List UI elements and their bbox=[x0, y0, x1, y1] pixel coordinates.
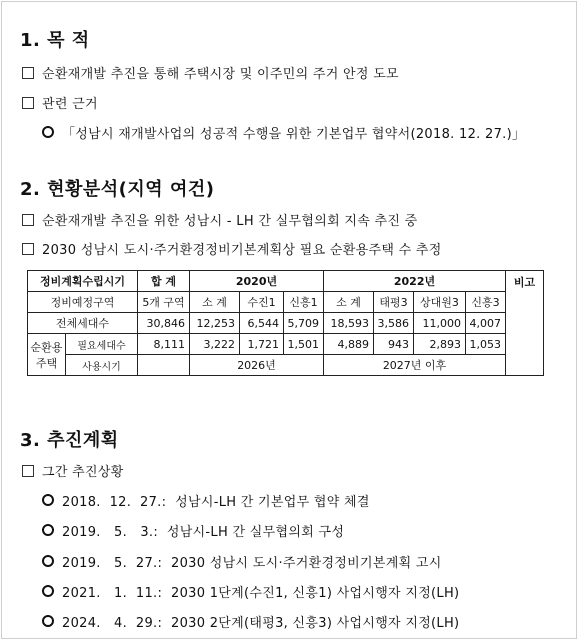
row3-label-b: 주택 bbox=[35, 356, 58, 370]
s3-sub-4 bbox=[42, 582, 459, 601]
row2-c7: 4,007 bbox=[466, 313, 506, 334]
s3-sub-1 bbox=[42, 491, 370, 510]
checkbox-square-icon bbox=[22, 243, 34, 255]
row2-c6: 11,000 bbox=[414, 313, 466, 334]
row2-c1: 12,253 bbox=[190, 313, 240, 334]
s3-item-1 bbox=[22, 461, 124, 480]
table-header-row bbox=[28, 271, 544, 292]
row3-c6: 2,893 bbox=[414, 334, 466, 355]
circle-bullet-icon bbox=[42, 555, 54, 567]
circle-bullet-icon bbox=[42, 524, 54, 536]
row3-c5: 943 bbox=[374, 334, 414, 355]
s2-item-1 bbox=[22, 210, 418, 229]
row2-label: 전체세대수 bbox=[28, 313, 138, 334]
row3-c4: 4,889 bbox=[324, 334, 374, 355]
row3-total: 8,111 bbox=[138, 334, 190, 355]
s2-item-2-text: 2030 성남시 도시·주거환경정비기본계획상 필요 순환용주택 수 추정 bbox=[42, 243, 442, 258]
row3-c2: 1,721 bbox=[240, 334, 284, 355]
s3-sub-1-text: 2018. 12. 27.: 성남시-LH 간 기본업무 협약 체결 bbox=[62, 495, 370, 510]
section-3-title: 3. 추진계획 bbox=[20, 430, 119, 451]
row1-c2: 수진1 bbox=[240, 292, 284, 313]
section-1-title: 1. 목 적 bbox=[20, 30, 90, 51]
s3-sub-2-text: 2019. 5. 3.: 성남시-LH 간 실무협의회 구성 bbox=[62, 525, 345, 540]
s2-item-2 bbox=[22, 239, 442, 258]
housing-table bbox=[27, 270, 544, 376]
row1-c4: 소 계 bbox=[324, 292, 374, 313]
row3-sub: 필요세대수 bbox=[66, 334, 138, 355]
header-2022: 2022년 bbox=[324, 271, 506, 292]
row4-sub: 사용시기 bbox=[66, 355, 138, 376]
table-row bbox=[28, 334, 544, 355]
row2-c4: 18,593 bbox=[324, 313, 374, 334]
row4-2020: 2026년 bbox=[190, 355, 324, 376]
circle-bullet-icon bbox=[42, 615, 54, 627]
circle-bullet-icon bbox=[42, 494, 54, 506]
row2-c2: 6,544 bbox=[240, 313, 284, 334]
table-row bbox=[28, 292, 544, 313]
s3-item-1-text: 그간 추진상황 bbox=[42, 465, 124, 480]
s3-sub-3-text: 2019. 5. 27.: 2030 성남시 도시·주거환경정비기본계획 고시 bbox=[62, 556, 442, 571]
row3-c7: 1,053 bbox=[466, 334, 506, 355]
circle-bullet-icon bbox=[42, 126, 54, 138]
row3-label-a: 순환용 bbox=[30, 340, 63, 354]
s1-sub-1 bbox=[42, 123, 525, 142]
row2-c3: 5,709 bbox=[284, 313, 324, 334]
row1-c7: 신흥3 bbox=[466, 292, 506, 313]
header-plan: 정비계획수립시기 bbox=[28, 271, 138, 292]
s2-item-1-text: 순환재개발 추진을 위한 성남시 - LH 간 실무협의회 지속 추진 중 bbox=[42, 214, 418, 229]
row4-2022: 2027년 이후 bbox=[324, 355, 506, 376]
row3-label bbox=[28, 334, 66, 376]
s1-item-1 bbox=[22, 63, 399, 82]
s1-item-1-text: 순환재개발 추진을 통해 주택시장 및 이주민의 주거 안정 도모 bbox=[42, 67, 399, 82]
row2-total: 30,846 bbox=[138, 313, 190, 334]
s3-sub-4-text: 2021. 1. 11.: 2030 1단계(수진1, 신흥1) 사업시행자 지정(LH) bbox=[62, 586, 460, 601]
checkbox-square-icon bbox=[22, 67, 34, 79]
row3-c3: 1,501 bbox=[284, 334, 324, 355]
row1-total: 5개 구역 bbox=[138, 292, 190, 313]
s3-sub-2 bbox=[42, 521, 344, 540]
row1-label: 정비예정구역 bbox=[28, 292, 138, 313]
table-row bbox=[28, 355, 544, 376]
section-2-title: 2. 현황분석(지역 여건) bbox=[20, 179, 215, 200]
row3-c1: 3,222 bbox=[190, 334, 240, 355]
header-total: 합 계 bbox=[138, 271, 190, 292]
s1-sub-1-text: 「성남시 재개발사업의 성공적 수행을 위한 기본업무 협약서(2018. 12. 27.)」 bbox=[62, 127, 526, 142]
s3-sub-5 bbox=[42, 612, 459, 631]
table-row bbox=[28, 313, 544, 334]
circle-bullet-icon bbox=[42, 585, 54, 597]
header-note: 비고 bbox=[506, 271, 544, 376]
checkbox-square-icon bbox=[22, 465, 34, 477]
checkbox-square-icon bbox=[22, 97, 34, 109]
row1-c3: 신흥1 bbox=[284, 292, 324, 313]
row4-total bbox=[138, 355, 190, 376]
s1-item-2 bbox=[22, 93, 98, 112]
row1-c5: 태평3 bbox=[374, 292, 414, 313]
row2-c5: 3,586 bbox=[374, 313, 414, 334]
row1-c6: 상대원3 bbox=[414, 292, 466, 313]
header-2020: 2020년 bbox=[190, 271, 324, 292]
row1-c1: 소 계 bbox=[190, 292, 240, 313]
s3-sub-5-text: 2024. 4. 29.: 2030 2단계(태평3, 신흥3) 사업시행자 지정(LH) bbox=[62, 616, 460, 631]
checkbox-square-icon bbox=[22, 214, 34, 226]
s3-sub-3 bbox=[42, 552, 442, 571]
s1-item-2-text: 관련 근거 bbox=[42, 97, 98, 112]
